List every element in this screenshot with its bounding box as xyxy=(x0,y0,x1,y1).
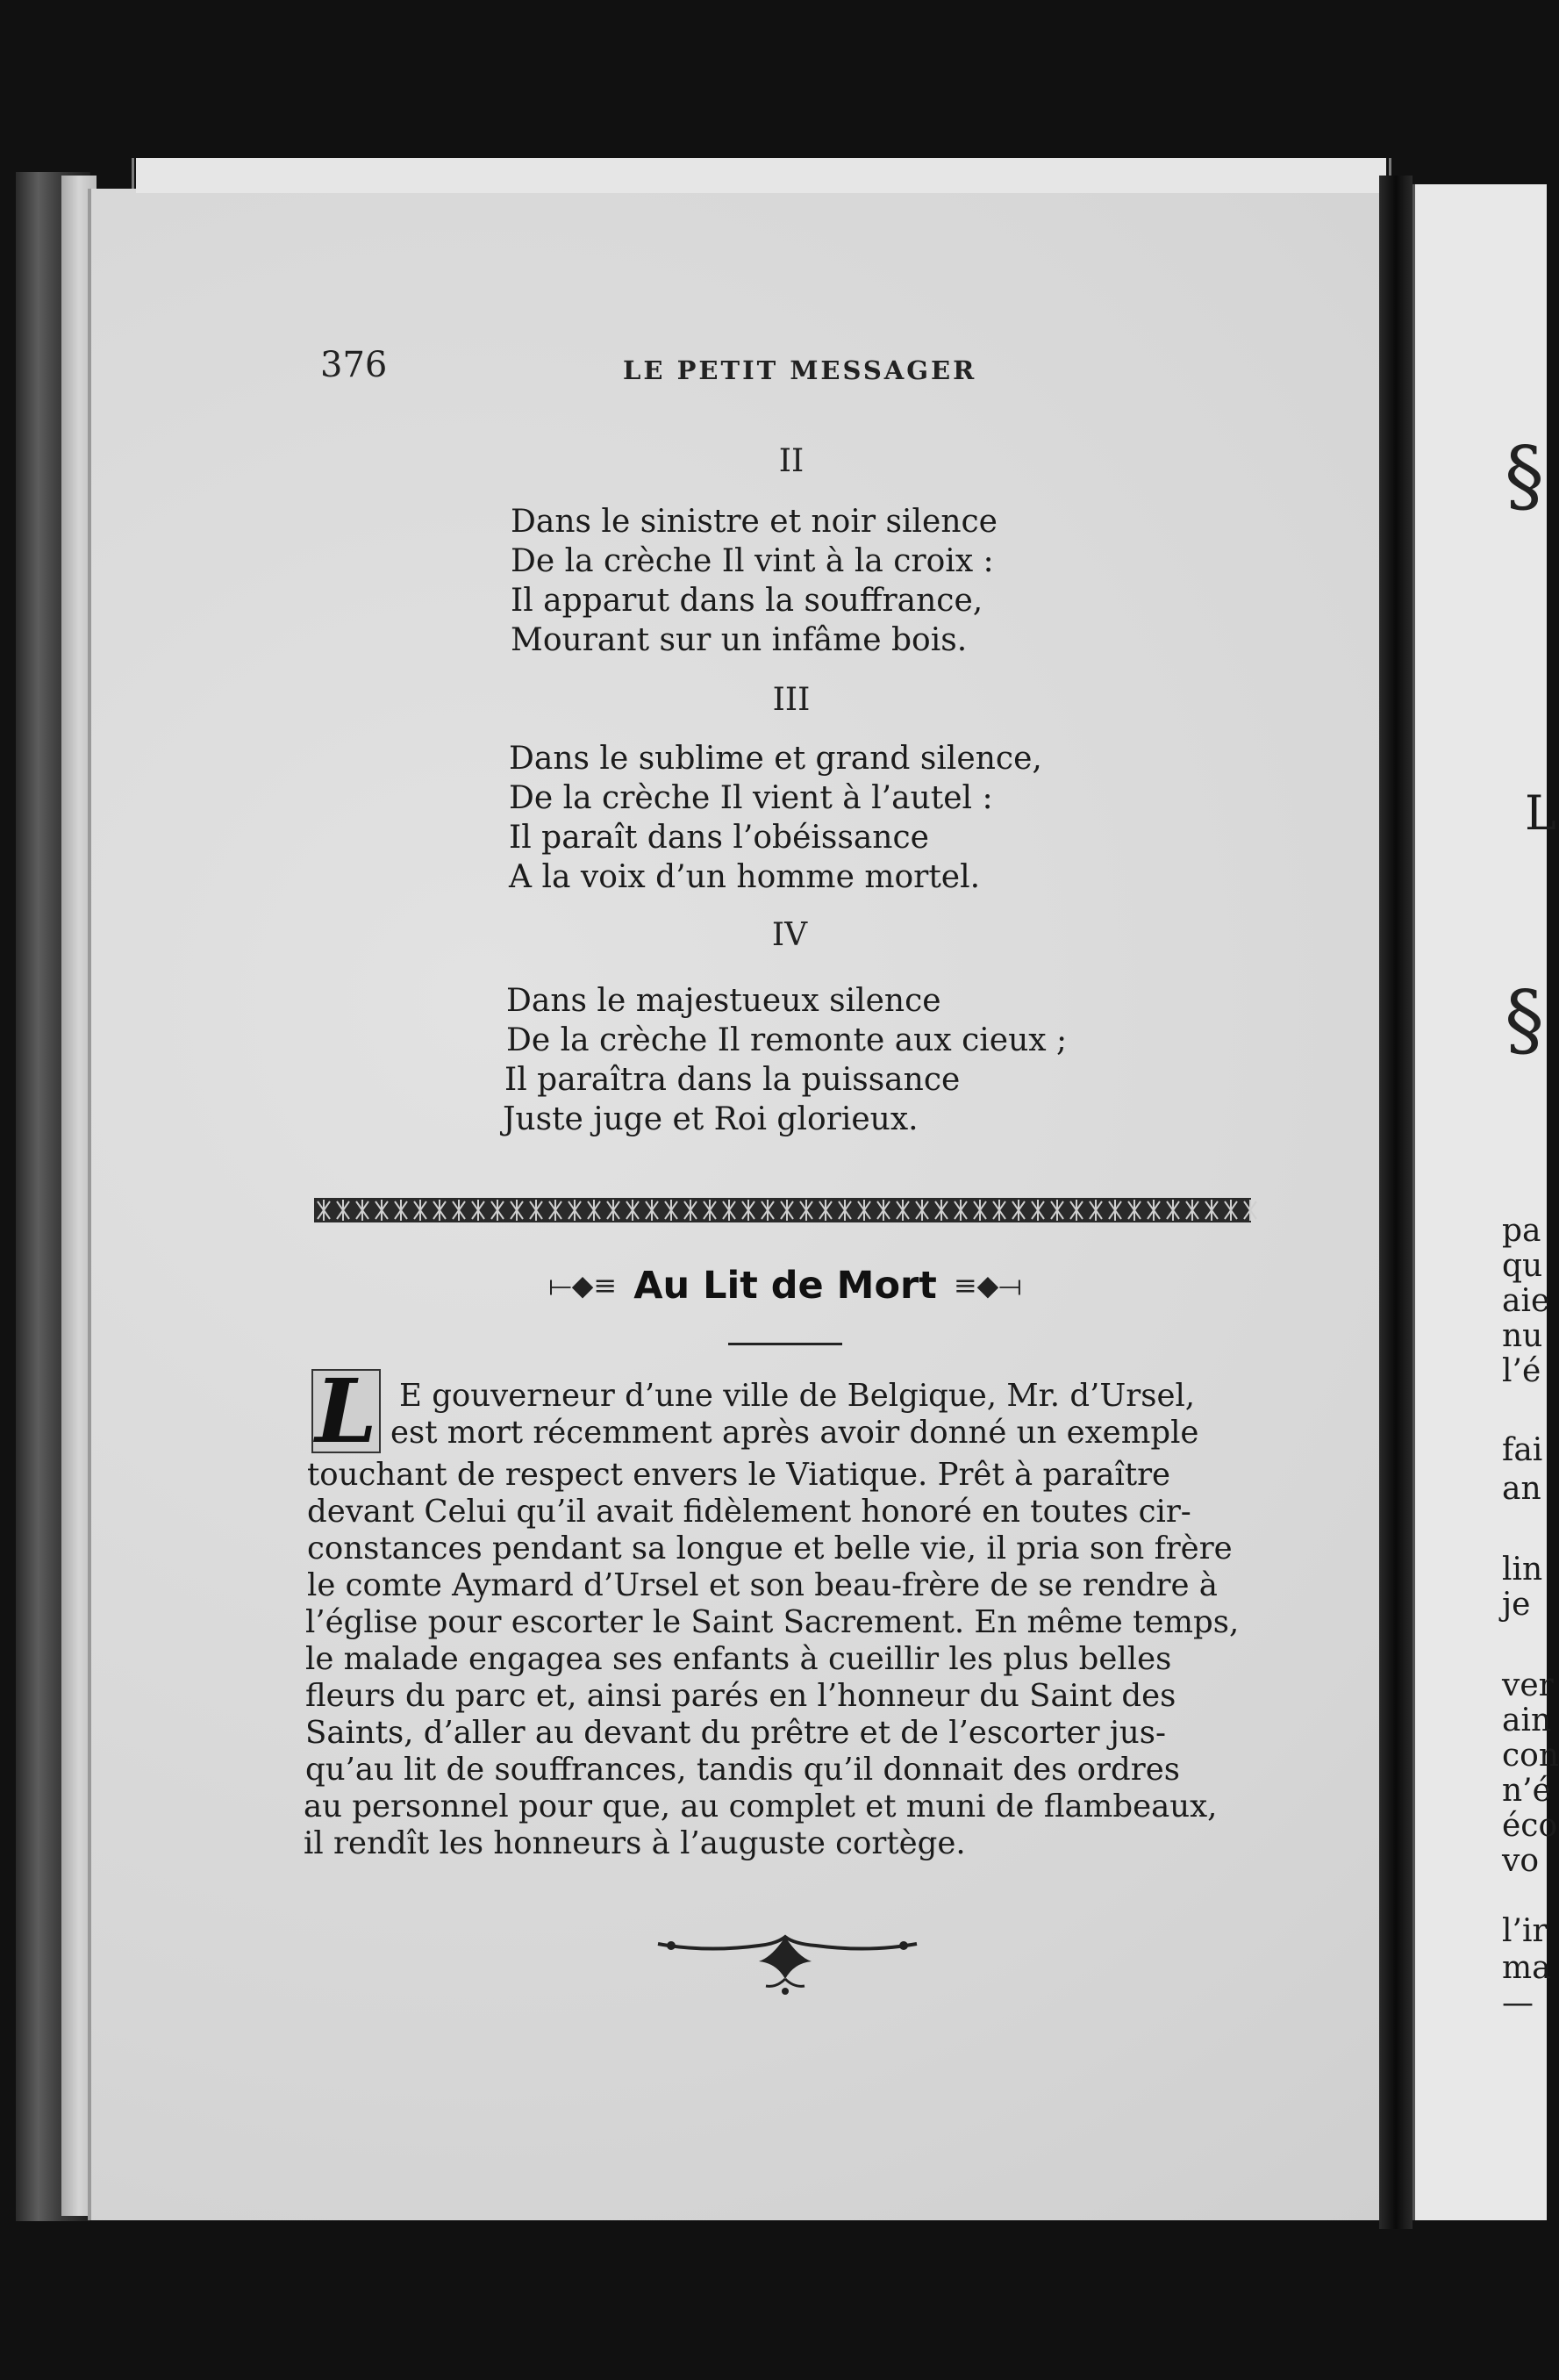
paragraph-line: l’église pour escorter le Saint Sacrement. En même temps, xyxy=(305,1604,1240,1640)
paragraph-line: au personnel pour que, au complet et muni de flambeaux, xyxy=(304,1789,1218,1824)
article-title-text: Au Lit de Mort xyxy=(633,1264,937,1308)
title-flourish-left-icon: ⟝◆≡ xyxy=(548,1268,618,1302)
facing-line-fragment: — xyxy=(1502,1985,1534,2021)
facing-page-ornament-icon: § xyxy=(1505,974,1544,1066)
facing-line-fragment: fai xyxy=(1502,1432,1543,1468)
book-gutter xyxy=(1379,176,1412,2229)
facing-line-fragment: je xyxy=(1502,1587,1531,1623)
facing-line-fragment: ver xyxy=(1502,1667,1554,1703)
facing-line-fragment: nu xyxy=(1502,1318,1543,1354)
verse-line: De la crèche Il vint à la croix : xyxy=(511,543,994,579)
title-rule xyxy=(728,1343,842,1345)
facing-line-fragment: ain xyxy=(1502,1703,1552,1738)
facing-line-fragment: vo xyxy=(1502,1843,1540,1879)
page-number: 376 xyxy=(320,345,388,385)
verse-line: Il paraîtra dans la puissance xyxy=(504,1062,961,1098)
paragraph-line: le comte Aymard d’Ursel et son beau-frère de se rendre à xyxy=(307,1567,1218,1603)
verse-line: De la crèche Il vient à l’autel : xyxy=(509,780,993,816)
stanza-numeral: III xyxy=(772,682,811,718)
verse-line: Dans le sublime et grand silence, xyxy=(509,741,1042,777)
paragraph-line: fleurs du parc et, ainsi parés en l’honneur du Saint des xyxy=(305,1678,1176,1714)
facing-page-ornament-icon: § xyxy=(1505,430,1544,522)
ornamental-divider xyxy=(314,1198,1251,1222)
verse-line: Juste juge et Roi glorieux. xyxy=(503,1101,919,1137)
tailpiece-ornament-icon xyxy=(654,1926,921,1996)
facing-line-fragment: con xyxy=(1502,1738,1559,1774)
paragraph-line: le malade engagea ses enfants à cueillir les plus belles xyxy=(305,1641,1172,1677)
title-flourish-right-icon: ≡◆⟞ xyxy=(953,1268,1022,1302)
page-top-margin xyxy=(136,158,1386,193)
facing-line-fragment: ma xyxy=(1502,1950,1551,1986)
facing-line-fragment: l’é xyxy=(1502,1353,1541,1389)
verse-line: A la voix d’un homme mortel. xyxy=(509,859,981,895)
paragraph-line: E gouverneur d’une ville de Belgique, Mr. d’Ursel, xyxy=(399,1378,1196,1414)
facing-line-fragment: an xyxy=(1502,1471,1541,1507)
facing-line-fragment: aie xyxy=(1502,1283,1550,1319)
verse-line: Dans le majestueux silence xyxy=(506,983,941,1019)
running-head xyxy=(320,345,1303,398)
paragraph-line: est mort récemment après avoir donné un exemple xyxy=(390,1415,1199,1451)
facing-heading-fragment: L xyxy=(1525,785,1556,841)
stanza-numeral: IV xyxy=(771,917,808,953)
facing-line-fragment: n’é xyxy=(1502,1773,1551,1809)
facing-line-fragment: qu xyxy=(1502,1248,1543,1284)
facing-line-fragment: éco xyxy=(1502,1808,1558,1844)
paragraph-line: qu’au lit de souffrances, tandis qu’il donnait des ordres xyxy=(305,1752,1180,1788)
verse-line: Il apparut dans la souffrance, xyxy=(511,583,983,619)
drop-cap: L xyxy=(311,1369,381,1453)
article-title xyxy=(487,1264,1083,1320)
verse-line: Mourant sur un infâme bois. xyxy=(511,622,968,658)
stanza-numeral: II xyxy=(778,443,805,479)
facing-line-fragment: pa xyxy=(1502,1213,1541,1249)
verse-line: Dans le sinistre et noir silence xyxy=(511,504,998,540)
paragraph-line: constances pendant sa longue et belle vie, il pria son frère xyxy=(307,1531,1233,1566)
verse-line: De la crèche Il remonte aux cieux ; xyxy=(506,1022,1068,1058)
facing-line-fragment: l’ir xyxy=(1502,1913,1548,1949)
paragraph-line: touchant de respect envers le Viatique. Prêt à paraître xyxy=(307,1457,1171,1493)
verse-line: Il paraît dans l’obéissance xyxy=(509,820,929,856)
running-title: LE PETIT MESSAGER xyxy=(623,355,977,385)
paragraph-line: il rendît les honneurs à l’auguste cortège. xyxy=(304,1825,966,1861)
paragraph-line: Saints, d’aller au devant du prêtre et de l’escorter jus- xyxy=(305,1715,1166,1751)
facing-line-fragment: lin xyxy=(1502,1552,1543,1588)
paragraph-line: devant Celui qu’il avait fidèlement honoré en toutes cir- xyxy=(307,1494,1191,1530)
